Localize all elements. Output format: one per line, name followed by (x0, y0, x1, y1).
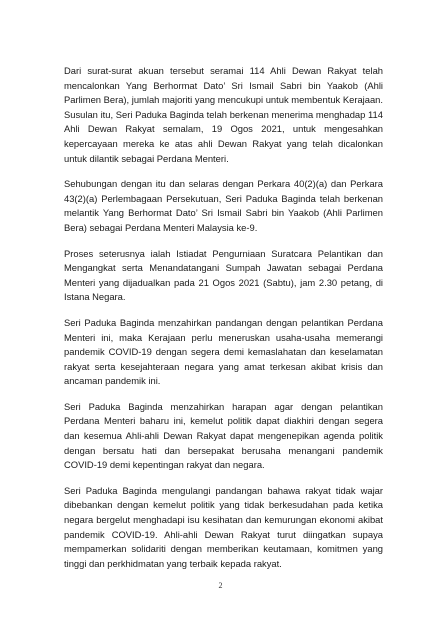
paragraph-1: Dari surat-surat akuan tersebut seramai 114 Ahli Dewan Rakyat telah mencalonkan Yang Berhormat Dato’ Sri Ismail Sabri bin Yaakob (Ahli Parlimen Bera), jumlah majoriti yang mencukupi untuk membentuk Kerajaan. Susulan itu, Seri Paduka Baginda telah berkenan menerima menghadap 114 Ahli Dewan Rakyat semalam, 19 Ogos 2021, untuk mengesahkan kepercayaan mereka ke atas ahli Dewan Rakyat yang telah dicalonkan untuk dilantik sebagai Perdana Menteri. (64, 65, 383, 164)
paragraph-4: Seri Paduka Baginda menzahirkan pandangan dengan pelantikan Perdana Menteri ini, maka Kerajaan perlu meneruskan usaha-usaha memerangi pandemik COVID-19 dengan segera demi kemaslahatan dan keselamatan rakyat serta kesejahteraan negara yang amat terkesan akibat krisis dan ancaman pandemik ini. (64, 316, 383, 387)
document-body (64, 64, 383, 582)
page-number: 2 (218, 581, 223, 590)
paragraph-3: Proses seterusnya ialah Istiadat Pengurniaan Suratcara Pelantikan dan Mengangkat serta Menandatangani Sumpah Jawatan sebagai Perdana Menteri yang dijadualkan pada 21 Ogos 2021 (Sabtu), jam 2.30 petang, di Istana Negara. (64, 247, 383, 303)
paragraph-2: Sehubungan dengan itu dan selaras dengan Perkara 40(2)(a) dan Perkara 43(2)(a) Perlembagaan Persekutuan, Seri Paduka Baginda telah berkenan melantik Yang Berhormat Dato’ Sri Ismail Sabri bin Yaakob (Ahli Parlimen Bera) sebagai Perdana Menteri Malaysia ke-9. (64, 178, 383, 233)
paragraph-6: Seri Paduka Baginda mengulangi pandangan bahawa rakyat tidak wajar dibebankan dengan kemelut politik yang tidak berkesudahan pada ketika negara bergelut menghadapi isu kesihatan dan kemurungan ekonomi akibat pandemik COVID-19. Ahli-ahli Dewan Rakyat turut diingatkan supaya mempamerkan solidariti dengan memberikan keutamaan, komitmen yang tinggi dan perkhidmatan yang terbaik kepada rakyat. (64, 484, 383, 569)
paragraph-5: Seri Paduka Baginda menzahirkan harapan agar dengan pelantikan Perdana Menteri baharu ini, kemelut politik dapat diakhiri dengan segera dan kesemua Ahli-ahli Dewan Rakyat dapat mengenepikan agenda politik dengan bersatu hati dan bersepakat berusaha menangani pandemik COVID-19 demi kepentingan rakyat dan negara. (64, 400, 383, 471)
